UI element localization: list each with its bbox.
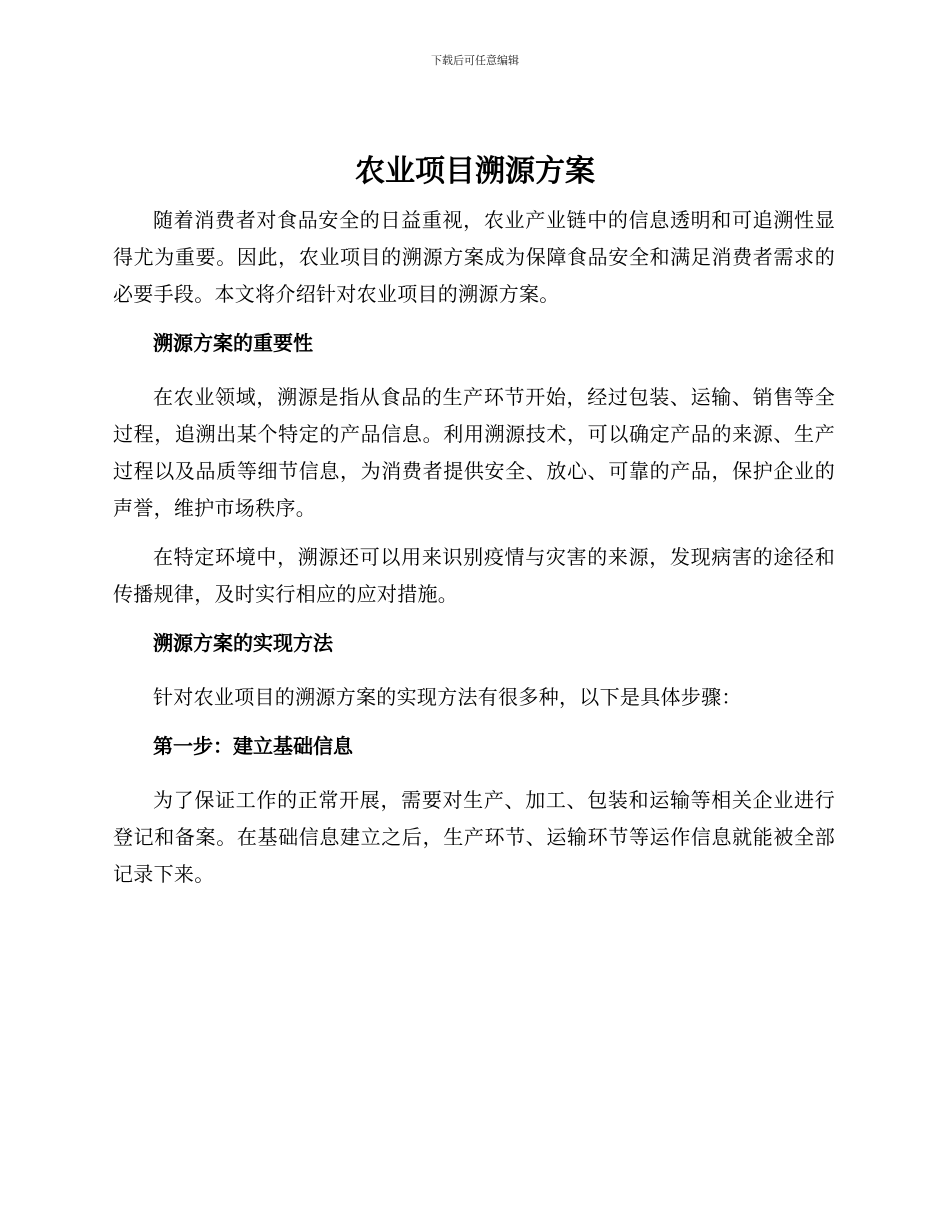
document-title: 农业项目溯源方案 xyxy=(355,154,595,189)
document-body xyxy=(113,202,835,905)
section-heading-importance: 溯源方案的重要性 xyxy=(153,331,313,355)
importance-paragraph-1: 在农业领域，溯源是指从食品的生产环节开始，经过包装、运输、销售等全过程，追溯出某个特定的产品信息。利用溯源技术，可以确定产品的来源、生产过程以及品质等细节信息，为消费者提供安全、放心、可靠的产品，保护企业的声誉，维护市场秩序。 xyxy=(113,385,835,520)
step1-paragraph: 为了保证工作的正常开展，需要对生产、加工、包装和运输等相关企业进行登记和备案。在基础信息建立之后，生产环节、运输环节等运作信息就能被全部记录下来。 xyxy=(113,788,835,886)
intro-paragraph: 随着消费者对食品安全的日益重视，农业产业链中的信息透明和可追溯性显得尤为重要。因此，农业项目的溯源方案成为保障食品安全和满足消费者需求的必要手段。本文将介绍针对农业项目的溯源方案。 xyxy=(113,208,835,306)
section-heading-methods: 溯源方案的实现方法 xyxy=(153,631,333,655)
header-note: 下载后可任意编辑 xyxy=(431,54,519,67)
methods-paragraph: 针对农业项目的溯源方案的实现方法有很多种，以下是具体步骤： xyxy=(153,685,742,709)
step1-heading: 第一步：建立基础信息 xyxy=(153,734,353,758)
importance-paragraph-2: 在特定环境中，溯源还可以用来识别疫情与灾害的来源，发现病害的途径和传播规律，及时实行相应的应对措施。 xyxy=(113,545,835,606)
